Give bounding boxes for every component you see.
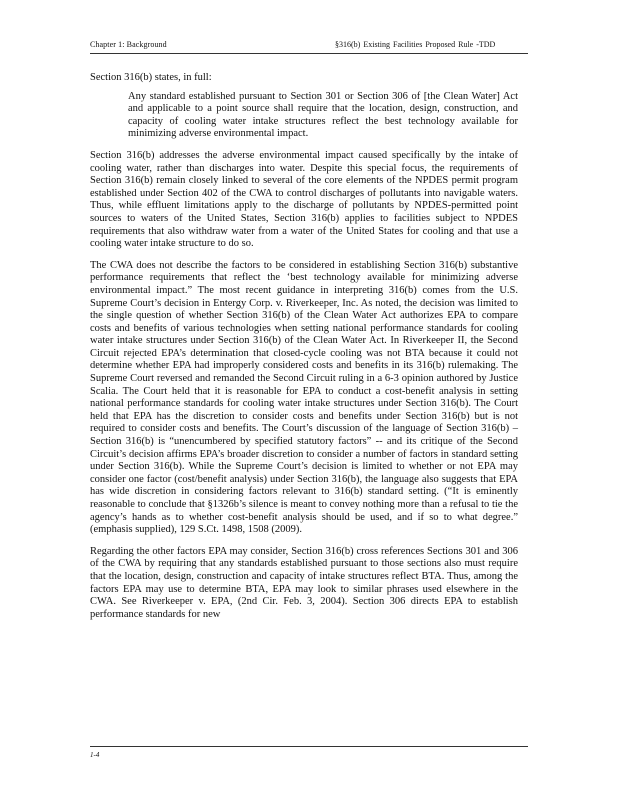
paragraph-3: The CWA does not describe the factors to be considered in establishing Section 316(b) substantive performance requirements that reflect the ‘best technology available for minimizing adverse environmental impact.” The most recent guidance in interpreting 316(b) comes from the U.S. Supreme Court’s decision in Entergy Corp. v. Riverkeeper, Inc. As noted, the decision was limited to the single question of whether Section 316(b) of the Clean Water Act authorizes EPA to compare costs and benefits of various technologies when setting national performance standards for cooling water intake structures under Section 316(b) of the Clean Water Act. In Riverkeeper II, the Second Circuit rejected EPA’s determination that closed-cycle cooling was not BTA because it could not determine whether EPA had improperly considered costs and benefits in its 316(b) rulemaking. The Supreme Court reversed and remanded the Second Circuit ruling in a 6-3 opinion authored by Justice Scalia. The Court held that it is reasonable for EPA to conduct a cost-benefit analysis in setting national performance standards for cooling water intake structures under Section 316(b). The Court held that EPA has the discretion to consider costs and benefits under Section 316(b) but is not required to consider costs and benefits. The Court’s discussion of the language of Section 316(b) – Section 316(b) is “unencumbered by specified statutory factors” -- and its critique of the Second Circuit’s decision affirms EPA’s broader discretion to consider a number of factors in standard setting under Section 316(b). While the Supreme Court’s decision is limited to whether or not EPA may consider one factor (cost/benefit analysis) under Section 316(b), the language also suggests that EPA has wide discretion in considering factors relevant to 316(b) standard setting. (“It is eminently reasonable to conclude that §1326b’s silence is meant to convey nothing more than a refusal to tie the agency’s hands as to whether cost-benefit analysis should be used, and if so to what degree.” (emphasis supplied), 129 S.Ct. 1498, 1508 (2009). [90,259,518,536]
header-rule [90,53,528,54]
block-quote: Any standard established pursuant to Section 301 or Section 306 of [the Clean Water] Act and applicable to a point source shall require that the location, design, construction, and capacity of cooling water intake structures reflect the best technology available for minimizing adverse environmental impact. [128,90,518,140]
paragraph-2: Section 316(b) addresses the adverse environmental impact caused specifically by the intake of cooling water, rather than discharges into water. Despite this special focus, the requirements of Section 316(b) remain closely linked to several of the core elements of the NPDES permit program established under Section 402 of the CWA to control discharges of pollutants into navigable waters. Thus, while effluent limitations apply to the discharge of pollutants by NPDES-permitted point sources to waters of the United States, Section 316(b) applies to facilities subject to NPDES requirements that also withdraw water from a water of the United States for cooling and that use a cooling water intake structure to do so. [90,149,518,250]
paragraph-4: Regarding the other factors EPA may consider, Section 316(b) cross references Sections 301 and 306 of the CWA by requiring that any standards established pursuant to those sections also must require that the location, design, construction and capacity of intake structures reflect BTA. Thus, among the factors EPA may use to determine BTA, EPA may look to similar phrases used elsewhere in the CWA. See Riverkeeper v. EPA, (2nd Cir. Feb. 3, 2004). Section 306 directs EPA to establish performance standards for new [90,545,518,620]
paragraph-intro: Section 316(b) states, in full: [90,72,212,83]
running-header-chapter: Chapter 1: Background [90,40,167,49]
running-header-section-title: §316(b) Existing Facilities Proposed Rule -TDD [335,40,496,49]
body-text [90,72,518,630]
footer-rule [90,746,528,747]
page-number: 1-4 [90,751,100,759]
